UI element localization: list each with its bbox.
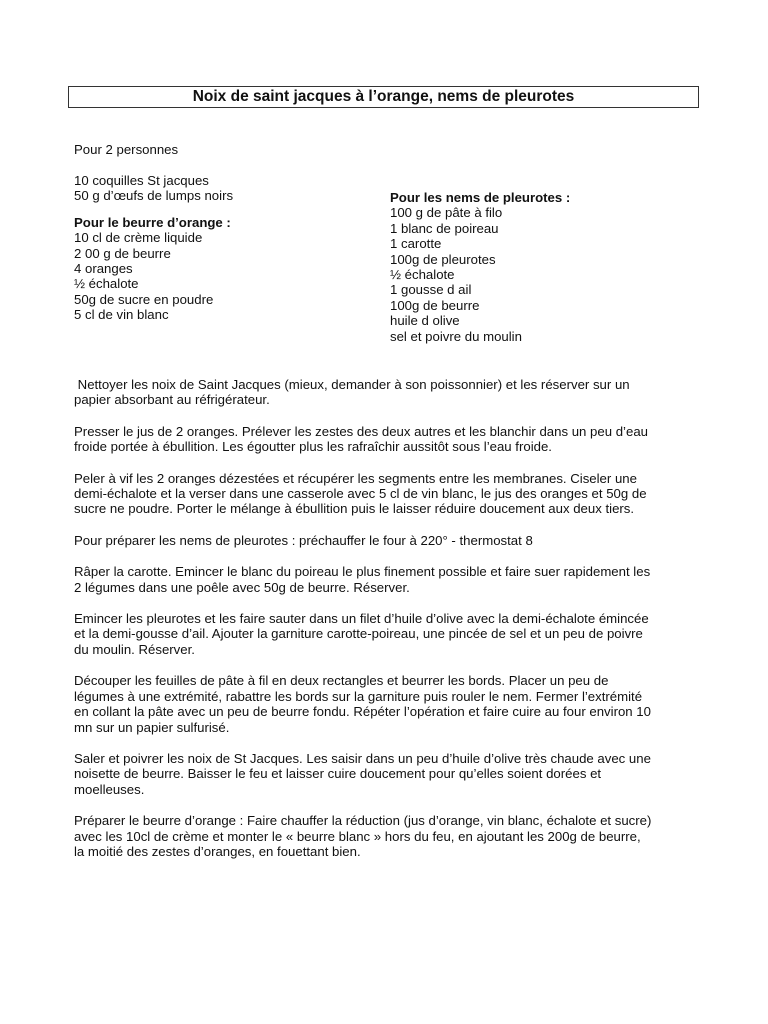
ingredient-line: huile d olive	[390, 313, 460, 329]
step-paragraph: Découper les feuilles de pâte à fil en deux rectangles et beurrer les bords. Placer un peu de légumes à une extrémité, rabattre les bords sur la garniture puis rouler le nem. Fermer l’extrémité en collant la pâte avec un peu de beurre fondu. Répéter l’opération et faire cuire au four environ 10 mn sur un papier sulfurisé.	[74, 673, 651, 735]
ingredient-line: sel et poivre du moulin	[390, 328, 522, 344]
step-paragraph: Pour préparer les nems de pleurotes : préchauffer le four à 220° - thermostat 8	[74, 532, 533, 548]
ingredient-line: 1 gousse d ail	[390, 282, 472, 298]
spacer	[74, 204, 374, 215]
ingredient-line: 50g de sucre en poudre	[74, 291, 214, 307]
recipe-title: Noix de saint jacques à l’orange, nems de pleurotes	[68, 86, 699, 108]
step-paragraph: Préparer le beurre d’orange : Faire chauffer la réduction (jus d’orange, vin blanc, échalote et sucre) avec les 10cl de crème et monter le « beurre blanc » hors du feu, en ajoutant les 200g de beurre, la moitié des zestes d’oranges, en fouettant bien.	[74, 813, 652, 859]
recipe-steps	[74, 377, 704, 875]
right-ingredients-column	[390, 190, 710, 344]
step-paragraph: Emincer les pleurotes et les faire sauter dans un filet d’huile d’olive avec la demi-échalote émincée et la demi-gousse d’ail. Ajouter la garniture carotte-poireau, une pincée de sel et un peu de poivre du moulin. Réserver.	[74, 611, 649, 657]
step-paragraph: Nettoyer les noix de Saint Jacques (mieux, demander à son poissonnier) et les réserver sur un papier absorbant au réfrigérateur.	[74, 377, 630, 408]
ingredient-line: 4 oranges	[74, 261, 133, 277]
ingredient-line: 50 g d’œufs de lumps noirs	[74, 188, 234, 204]
servings-text: Pour 2 personnes	[74, 142, 179, 157]
ingredient-line: 100 g de pâte à filo	[390, 205, 503, 221]
step-paragraph: Presser le jus de 2 oranges. Prélever les zestes des deux autres et les blanchir dans un peu d’eau froide portée à ébullition. Les égoutter plus les rafraîchir aussitôt sous l’eau froide.	[74, 423, 648, 455]
ingredient-line: 1 blanc de poireau	[390, 220, 499, 236]
ingredient-line: ½ échalote	[74, 276, 139, 292]
ingredient-line: 2 00 g de beurre	[74, 245, 171, 261]
left-ingredients-column	[74, 173, 374, 323]
ingredient-line: 1 carotte	[390, 236, 442, 252]
ingredient-line: ½ échalote	[390, 267, 455, 283]
step-paragraph: Râper la carotte. Emincer le blanc du poireau le plus finement possible et faire suer rapidement les 2 légumes dans une poêle avec 50g de beurre. Réserver.	[74, 564, 651, 595]
ingredient-line: 10 coquilles St jacques	[74, 173, 209, 188]
orange-butter-heading: Pour le beurre d’orange :	[74, 214, 231, 230]
ingredient-line: 10 cl de crème liquide	[74, 230, 203, 246]
nems-heading: Pour les nems de pleurotes :	[390, 190, 571, 205]
step-paragraph: Peler à vif les 2 oranges dézestées et récupérer les segments entre les membranes. Ciseler une demi-échalote et la verser dans une casserole avec 5 cl de vin blanc, le jus des oranges et 50g de sucre ne poudre. Porter le mélange à ébullition puis le laisser réduire doucement aux deux tiers.	[74, 470, 647, 517]
step-paragraph: Saler et poivrer les noix de St Jacques. Les saisir dans un peu d’huile d’olive très chaude avec une noisette de beurre. Baisser le feu et laisser cuire doucement pour qu’elles soient dorées et moelleuses.	[74, 750, 651, 797]
ingredient-line: 100g de beurre	[390, 297, 480, 313]
ingredient-line: 100g de pleurotes	[390, 251, 496, 267]
ingredient-line: 5 cl de vin blanc	[74, 307, 169, 323]
